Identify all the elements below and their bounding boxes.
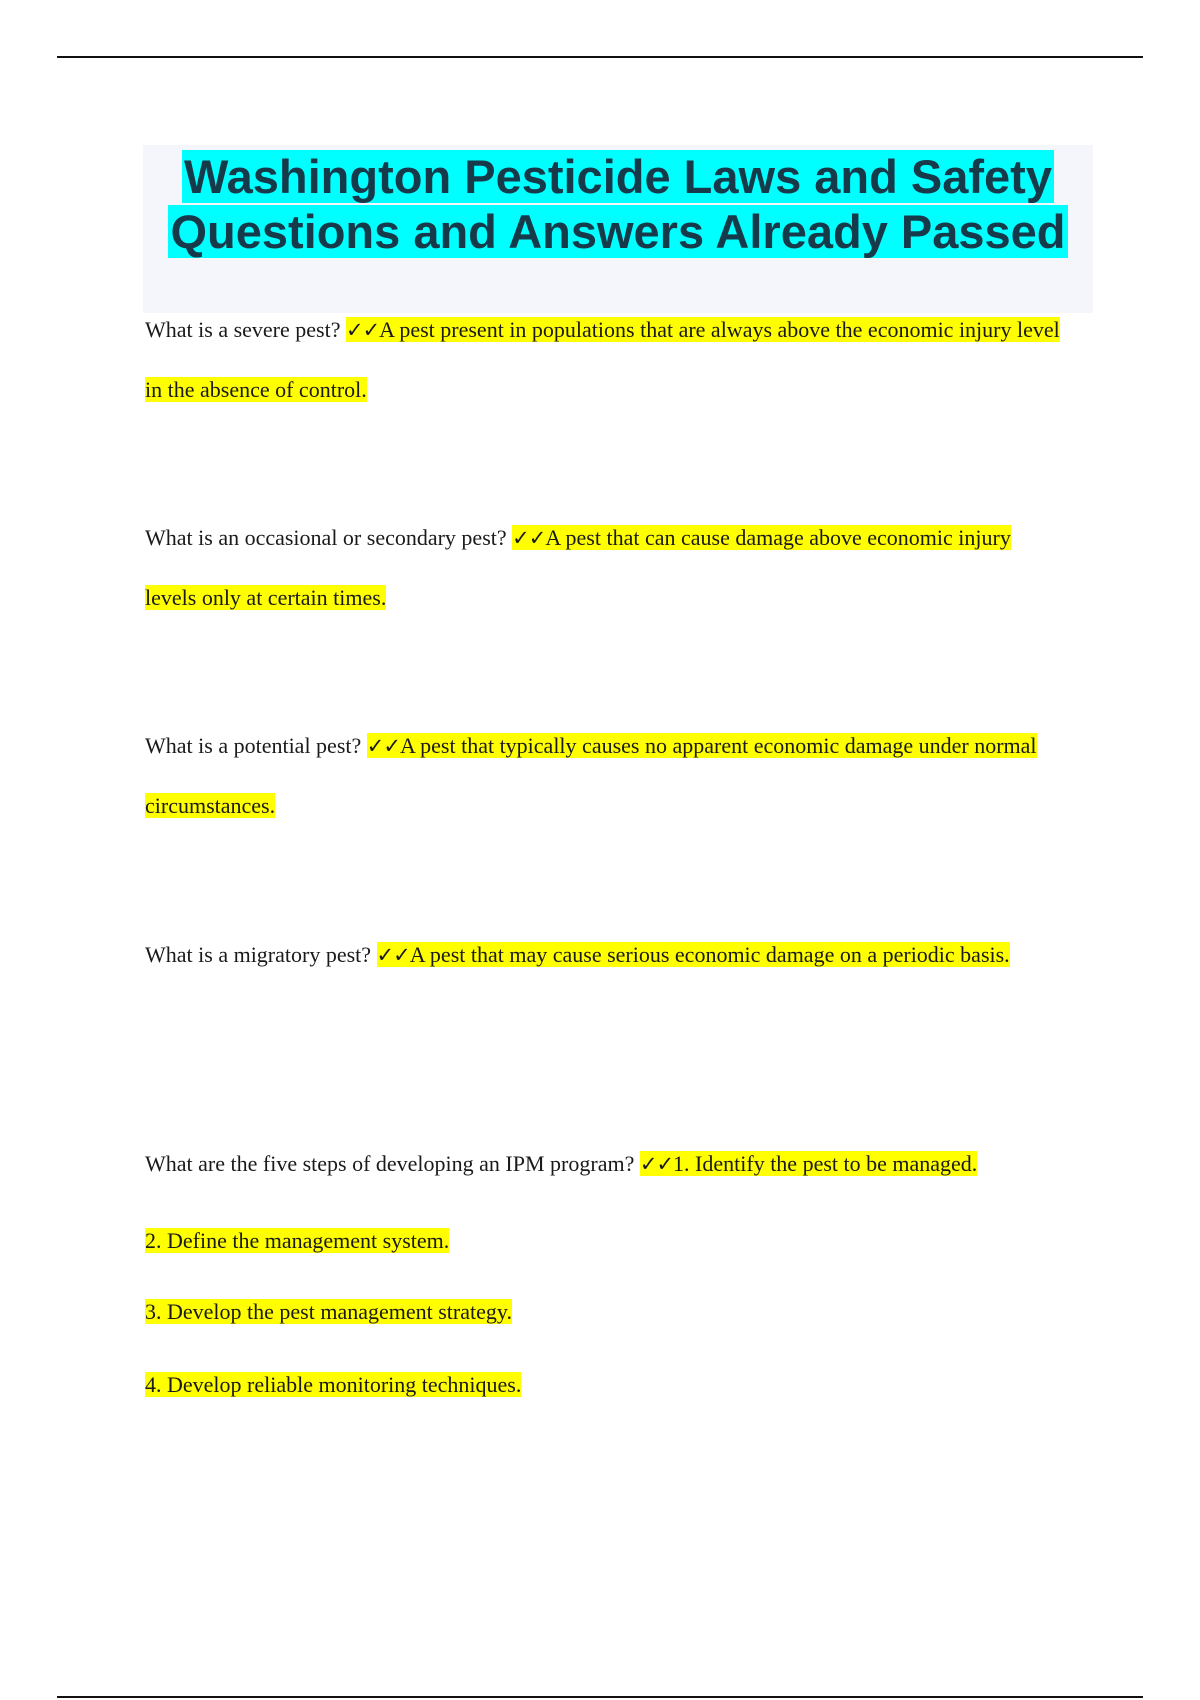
question-text: What is a potential pest? (145, 733, 367, 758)
answer-highlight (377, 942, 1010, 967)
qa-item (145, 1149, 977, 1179)
ipm-step (145, 1370, 521, 1400)
question-text: What are the five steps of developing an IPM program? (145, 1151, 640, 1176)
double-check-icon: ✓✓ (366, 734, 400, 758)
double-check-icon: ✓✓ (376, 943, 410, 967)
ipm-step-text: 3. Develop the pest management strategy. (145, 1299, 512, 1324)
title-line-2: Questions and Answers Already Passed (170, 205, 1066, 258)
document-title (143, 145, 1093, 259)
qa-item (145, 716, 1065, 836)
title-block (143, 145, 1093, 313)
qa-item (145, 508, 1065, 628)
answer-highlight (640, 1151, 977, 1176)
title-line-1: Washington Pesticide Laws and Safety (184, 150, 1052, 203)
answer-text: A pest that can cause damage above economic injury levels only at certain times. (145, 525, 1011, 610)
bottom-rule (57, 1696, 1143, 1698)
answer-text: A pest that may cause serious economic damage on a periodic basis. (409, 942, 1010, 967)
ipm-step-text: 4. Develop reliable monitoring techniques. (145, 1372, 522, 1397)
question-text: What is a migratory pest? (145, 942, 377, 967)
answer-text: 1. Identify the pest to be managed. (673, 1151, 978, 1176)
ipm-step (145, 1297, 512, 1327)
double-check-icon: ✓✓ (639, 1152, 674, 1176)
qa-item (145, 925, 1065, 985)
answer-text: A pest present in populations that are always above the economic injury level in the absence of control. (145, 317, 1060, 402)
qa-item (145, 300, 1065, 420)
question-text: What is an occasional or secondary pest? (145, 525, 513, 550)
question-text: What is a severe pest? (145, 317, 346, 342)
top-rule (57, 56, 1143, 58)
double-check-icon: ✓✓ (345, 318, 380, 342)
ipm-step (145, 1226, 449, 1256)
answer-text: A pest that typically causes no apparent economic damage under normal circumstances. (145, 733, 1037, 818)
double-check-icon: ✓✓ (512, 526, 546, 550)
ipm-step-text: 2. Define the management system. (145, 1228, 450, 1253)
